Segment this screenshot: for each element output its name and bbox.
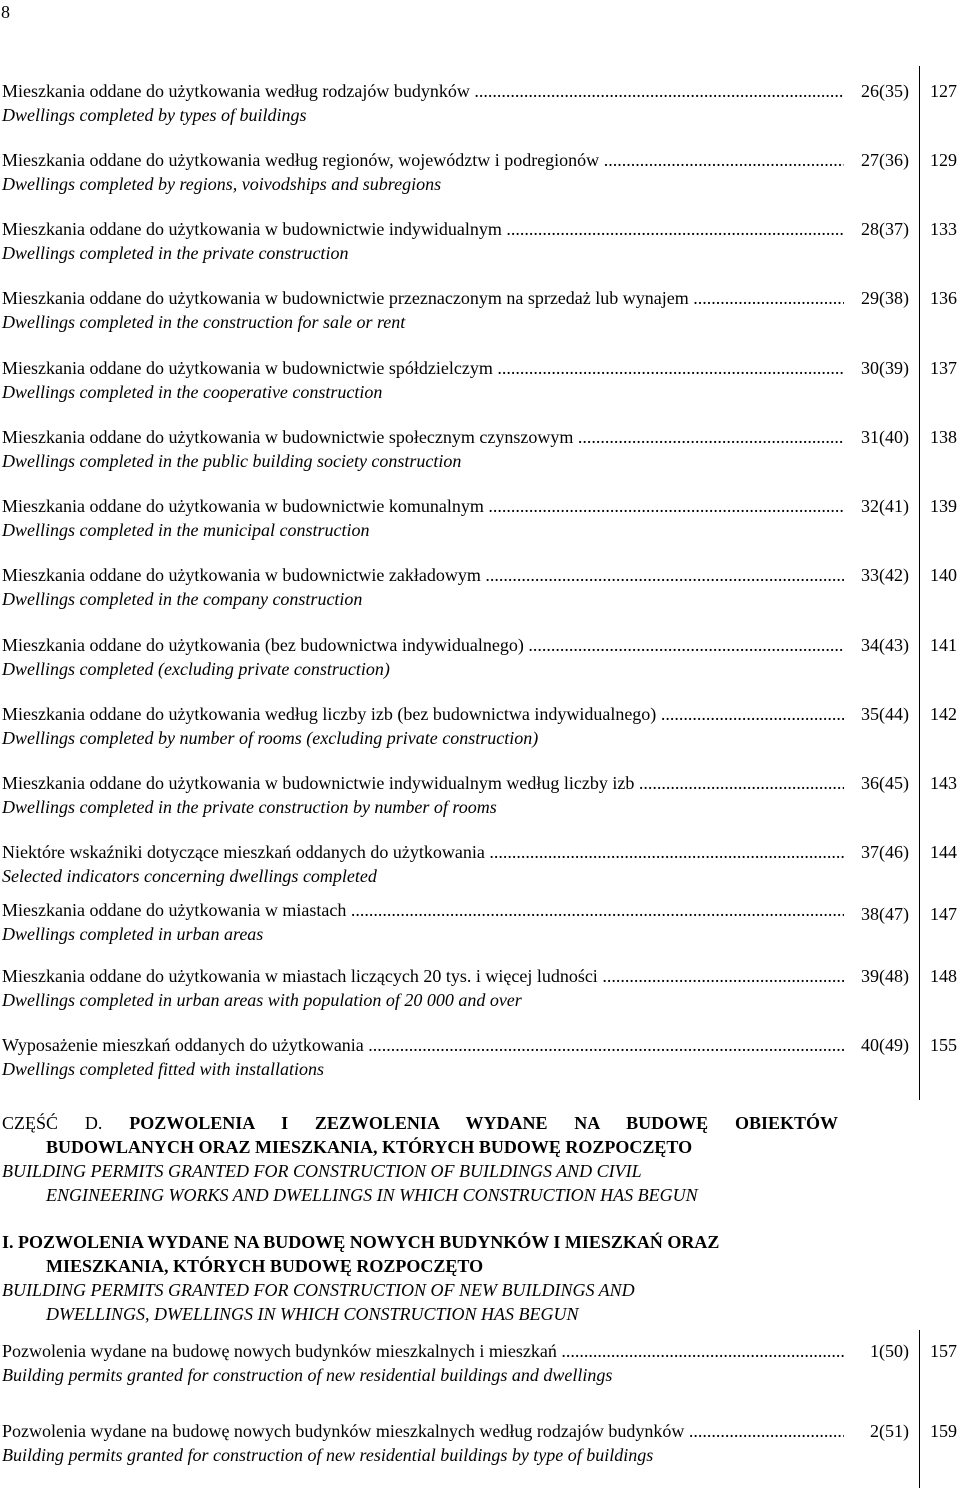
table-number: 2(51) [870, 1421, 909, 1441]
entry-title-pl: Mieszkania oddane do użytkowania w budownictwie zakładowym ..... [2, 564, 844, 586]
toc-entry[interactable] [0, 564, 960, 614]
page-ref: 143 [930, 773, 957, 793]
entry-title-pl: Mieszkania oddane do użytkowania według regionów, województw i podregionów ..... [2, 149, 844, 171]
entry-title-en: Dwellings completed fitted with installations [2, 1059, 324, 1079]
table-number: 33(42) [861, 565, 909, 585]
table-number: 37(46) [861, 842, 909, 862]
entry-title-pl: Mieszkania oddane do użytkowania w budownictwie indywidualnym ..... [2, 218, 844, 240]
table-number: 38(47) [861, 904, 909, 924]
entry-title-pl: Mieszkania oddane do użytkowania w budownictwie indywidualnym według liczby izb ..... [2, 772, 844, 794]
page-ref: 127 [930, 81, 957, 101]
entry-title-pl: Mieszkania oddane do użytkowania w budownictwie przeznaczonym na sprzedaż lub wynajem ..... [2, 287, 844, 309]
entry-title-en: Dwellings completed (excluding private construction) [2, 659, 390, 679]
entry-title-en: Dwellings completed in urban areas [2, 924, 264, 944]
page-ref: 129 [930, 150, 957, 170]
toc-entry[interactable] [0, 495, 960, 545]
entry-title-pl: Mieszkania oddane do użytkowania w budownictwie społecznym czynszowym ..... [2, 426, 844, 448]
toc-entry[interactable] [0, 841, 960, 891]
entry-title-pl: Mieszkania oddane do użytkowania w miastach liczących 20 tys. i więcej ludności ..... [2, 965, 844, 987]
section-i-heading [2, 1230, 838, 1326]
entry-title-en: Dwellings completed in the municipal construction [2, 520, 370, 540]
toc-entry[interactable] [0, 634, 960, 684]
toc-entry[interactable] [0, 426, 960, 476]
toc-entry[interactable] [0, 357, 960, 407]
entry-title-pl: Pozwolenia wydane na budowę nowych budynków mieszkalnych i mieszkań ..... [2, 1340, 844, 1362]
table-number: 27(36) [861, 150, 909, 170]
part-d-title-line2: BUDOWLANYCH ORAZ MIESZKANIA, KTÓRYCH BUDOWĘ ROZPOCZĘTO [46, 1137, 693, 1157]
entry-title-pl: Niektóre wskaźniki dotyczące mieszkań oddanych do użytkowania ..... [2, 841, 844, 863]
entry-title-en: Dwellings completed in the construction for sale or rent [2, 312, 406, 332]
entry-title-en: Building permits granted for construction of new residential buildings and dwellings [2, 1365, 613, 1385]
toc-entry[interactable] [0, 899, 960, 949]
part-d-title-line1: POZWOLENIA I ZEZWOLENIA WYDANE NA BUDOWĘ OBIEKTÓW [129, 1113, 839, 1133]
toc-entry[interactable] [0, 772, 960, 822]
table-number: 31(40) [861, 427, 909, 447]
entry-title-pl: Mieszkania oddane do użytkowania (bez budownictwa indywidualnego) ..... [2, 634, 844, 656]
toc-entry[interactable] [0, 149, 960, 199]
page-ref: 137 [930, 358, 957, 378]
entry-title-en: Dwellings completed in the cooperative construction [2, 382, 383, 402]
page-number: 8 [1, 2, 10, 22]
table-number: 29(38) [861, 288, 909, 308]
entry-title-pl: Mieszkania oddane do użytkowania według rodzajów budynków ..... [2, 80, 844, 102]
page-ref: 155 [930, 1035, 957, 1055]
page-ref: 148 [930, 966, 957, 986]
entry-title-en: Dwellings completed by types of buildings [2, 105, 307, 125]
section-i-en-line2: DWELLINGS, DWELLINGS IN WHICH CONSTRUCTION HAS BEGUN [46, 1304, 579, 1324]
entry-title-en: Dwellings completed by regions, voivodships and subregions [2, 174, 442, 194]
toc-entry[interactable] [0, 80, 960, 130]
table-number: 26(35) [861, 81, 909, 101]
table-number: 36(45) [861, 773, 909, 793]
table-number: 30(39) [861, 358, 909, 378]
page-ref: 138 [930, 427, 957, 447]
entry-title-en: Dwellings completed by number of rooms (excluding private construction) [2, 728, 539, 748]
entry-title-pl: Pozwolenia wydane na budowę nowych budynków mieszkalnych według rodzajów budynków ..... [2, 1420, 844, 1442]
entry-title-en: Dwellings completed in the private construction [2, 243, 349, 263]
page-ref: 147 [930, 904, 957, 924]
toc-entry[interactable] [0, 965, 960, 1015]
entry-title-en: Dwellings completed in the private construction by number of rooms [2, 797, 497, 817]
entry-title-pl: Mieszkania oddane do użytkowania w budownictwie spółdzielczym ..... [2, 357, 844, 379]
table-number: 32(41) [861, 496, 909, 516]
toc-entry[interactable] [0, 1420, 960, 1470]
part-d-prefix: CZĘŚĆ D. [2, 1113, 103, 1133]
toc-entry[interactable] [0, 703, 960, 753]
table-number: 40(49) [861, 1035, 909, 1055]
toc-entry[interactable] [0, 1034, 960, 1084]
entry-title-en: Selected indicators concerning dwellings completed [2, 866, 377, 886]
entry-title-en: Dwellings completed in urban areas with population of 20 000 and over [2, 990, 522, 1010]
section-i-line1: I. POZWOLENIA WYDANE NA BUDOWĘ NOWYCH BUDYNKÓW I MIESZKAŃ ORAZ [2, 1232, 720, 1252]
section-i-en-line1: BUILDING PERMITS GRANTED FOR CONSTRUCTION OF NEW BUILDINGS AND [2, 1280, 635, 1300]
toc-entry[interactable] [0, 1340, 960, 1390]
page-ref: 141 [930, 635, 957, 655]
entry-title-pl: Mieszkania oddane do użytkowania według liczby izb (bez budownictwa indywidualnego) ..... [2, 703, 844, 725]
page-ref: 140 [930, 565, 957, 585]
page-ref: 142 [930, 704, 957, 724]
entry-title-pl: Wyposażenie mieszkań oddanych do użytkowania ..... [2, 1034, 844, 1056]
page-ref: 139 [930, 496, 957, 516]
section-i-line2: MIESZKANIA, KTÓRYCH BUDOWĘ ROZPOCZĘTO [46, 1256, 484, 1276]
table-number: 39(48) [861, 966, 909, 986]
toc-entry[interactable] [0, 218, 960, 268]
entry-title-en: Building permits granted for construction of new residential buildings by type of buildings [2, 1445, 654, 1465]
table-number: 34(43) [861, 635, 909, 655]
table-number: 35(44) [861, 704, 909, 724]
table-number: 28(37) [861, 219, 909, 239]
page-ref: 144 [930, 842, 957, 862]
page-ref: 157 [930, 1341, 957, 1361]
table-number: 1(50) [870, 1341, 909, 1361]
part-d-en-line2: ENGINEERING WORKS AND DWELLINGS IN WHICH CONSTRUCTION HAS BEGUN [46, 1185, 698, 1205]
page-ref: 159 [930, 1421, 957, 1441]
entry-title-en: Dwellings completed in the company construction [2, 589, 363, 609]
entry-title-pl: Mieszkania oddane do użytkowania w miastach ..... [2, 899, 844, 921]
page-ref: 136 [930, 288, 957, 308]
part-d-en-line1: BUILDING PERMITS GRANTED FOR CONSTRUCTION OF BUILDINGS AND CIVIL [2, 1161, 642, 1181]
part-d-heading [2, 1111, 838, 1207]
toc-entry[interactable] [0, 287, 960, 337]
entry-title-pl: Mieszkania oddane do użytkowania w budownictwie komunalnym ..... [2, 495, 844, 517]
entry-title-en: Dwellings completed in the public building society construction [2, 451, 462, 471]
page-ref: 133 [930, 219, 957, 239]
